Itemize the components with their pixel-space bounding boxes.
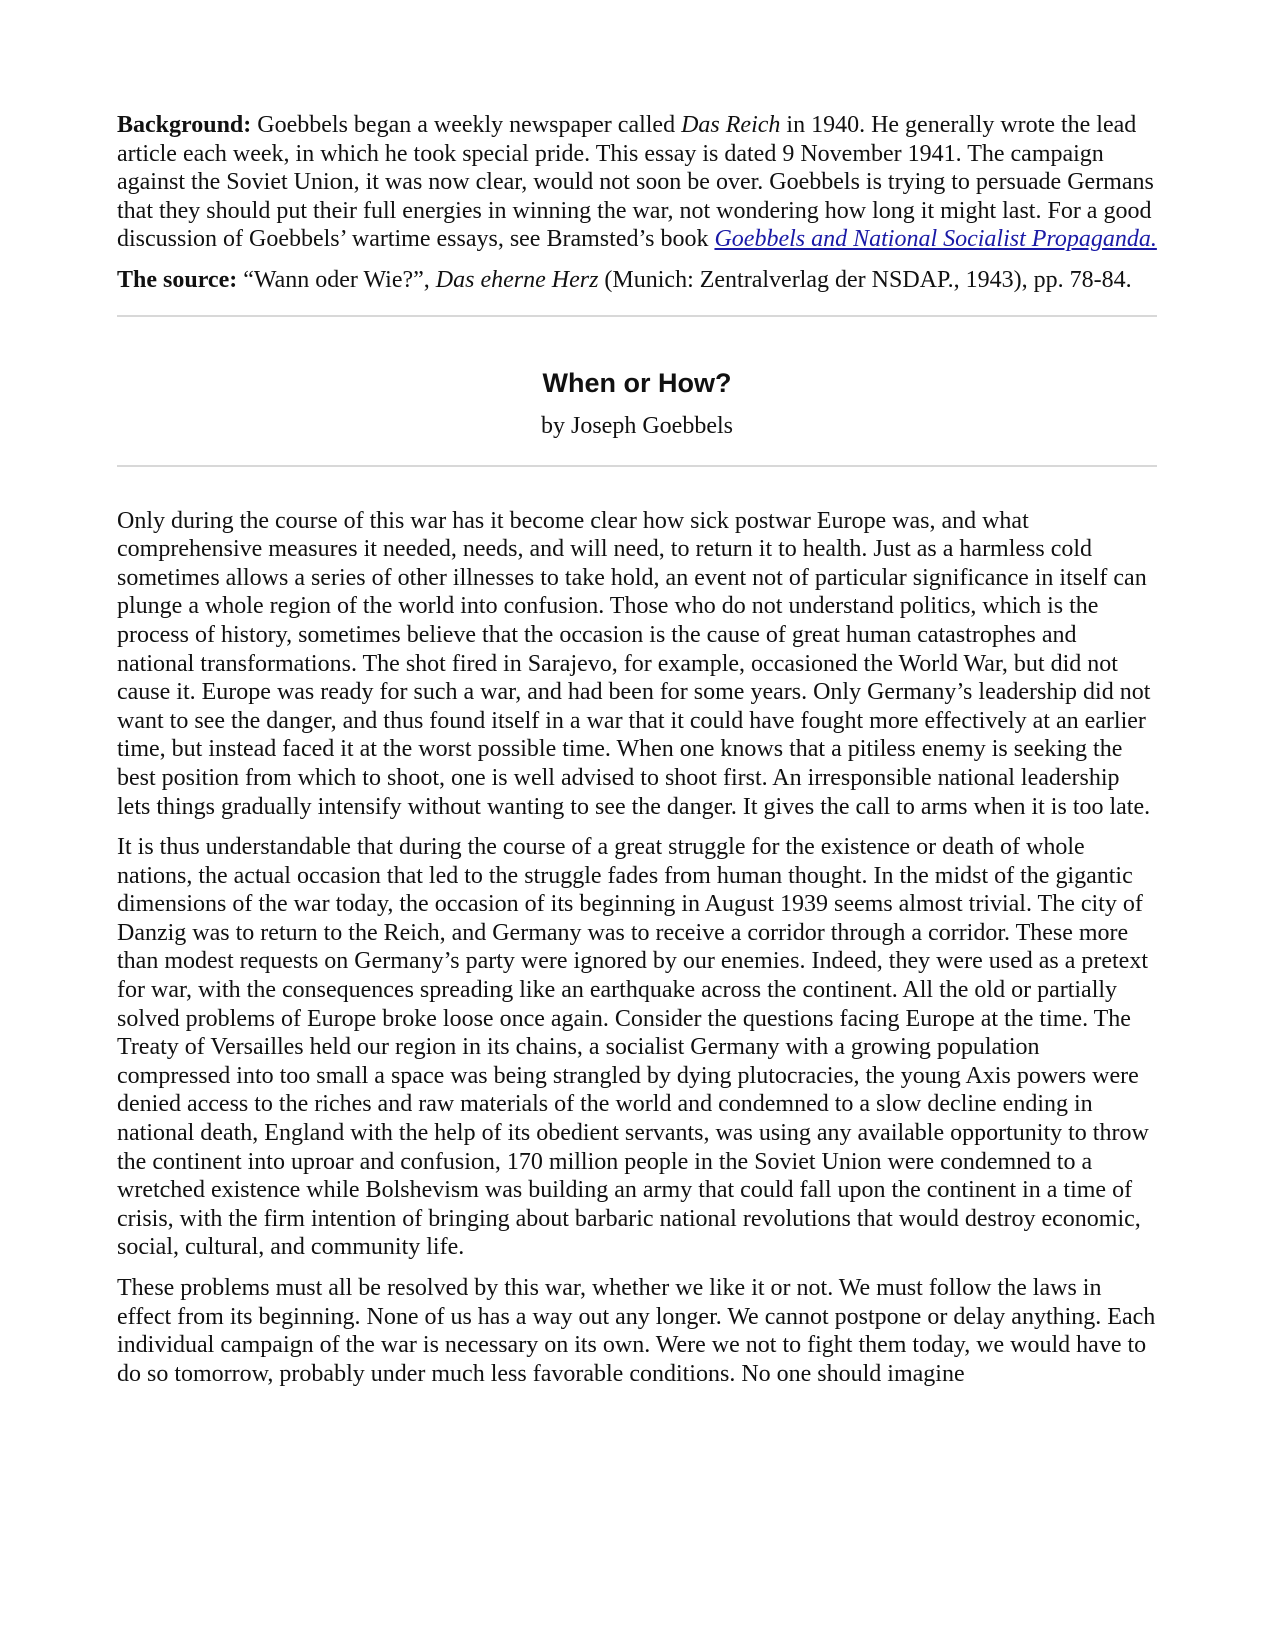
source-paragraph xyxy=(117,266,1157,295)
divider-bottom xyxy=(117,465,1157,467)
body-paragraph-1: Only during the course of this war has it become clear how sick postwar Europe was, and what comprehensive measures it needed, needs, and will need, to return it to health. Just as a harmless cold sometimes allows a series of other illnesses to take hold, an event not of particular significance in itself can plunge a whole region of the world into confusion. Those who do not understand politics, which is the process of history, sometimes believe that the occasion is the cause of great human catastrophes and national transformations. The shot fired in Sarajevo, for example, occasioned the World War, but did not cause it. Europe was ready for such a war, and had been for some years. Only Germany’s leadership did not want to see the danger, and thus found itself in a war that it could have fought more effectively at an earlier time, but instead faced it at the worst possible time. When one knows that a pitiless enemy is seeking the best position from which to shoot, one is well advised to shoot first. An irresponsible national leadership lets things gradually intensify without wanting to see the danger. It gives the call to arms when it is too late. xyxy=(117,507,1151,820)
source-book-title: Das eherne Herz xyxy=(435,266,599,293)
background-label: Background: xyxy=(117,112,252,138)
background-paragraph xyxy=(117,111,1157,254)
document-page xyxy=(117,111,1157,1400)
newspaper-title: Das Reich xyxy=(681,112,781,138)
background-text-1: Goebbels began a weekly newspaper called xyxy=(251,112,682,138)
divider-top xyxy=(117,315,1157,317)
article-title: When or How? xyxy=(542,367,732,398)
source-text-1: “Wann oder Wie?”, xyxy=(237,266,436,293)
article-body xyxy=(117,507,1157,1389)
background-text-2: in 1940. He generally wrote the lead article each week, in which he took special pride. This essay is dated 9 November 1941. The campaign against the Soviet Union, it was now clear, would not soon be over. Goebbels is trying to persuade Germans that they should put their full energies in winning the war, not wondering how long it might last. For a good discussion of Goebbels’ wartime essays, see Bramsted’s book xyxy=(117,112,1154,253)
body-paragraph-3: These problems must all be resolved by this war, whether we like it or not. We must follow the laws in effect from its beginning. None of us has a way out any longer. We cannot postpone or delay anything. Each individual campaign of the war is necessary on its own. Were we not to fight them today, we would have to do so tomorrow, probably under much less favorable conditions. No one should imagine xyxy=(117,1275,1156,1387)
source-text-2: (Munich: Zentralverlag der NSDAP., 1943), pp. 78-84. xyxy=(598,266,1132,293)
article-byline: by Joseph Goebbels xyxy=(541,412,733,439)
bramsted-book-link[interactable]: Goebbels and National Socialist Propaganda. xyxy=(714,226,1157,253)
body-paragraph-2: It is thus understandable that during the course of a great struggle for the existence or death of whole nations, the actual occasion that led to the struggle fades from human thought. In the midst of the gigantic dimensions of the war today, the occasion of its beginning in August 1939 seems almost trivial. The city of Danzig was to return to the Reich, and Germany was to receive a corridor through a corridor. These more than modest requests on Germany’s party were ignored by our enemies. Indeed, they were used as a pretext for war, with the consequences spreading like an earthquake across the continent. All the old or partially solved problems of Europe broke loose once again. Consider the questions facing Europe at the time. The Treaty of Versailles held our region in its chains, a socialist Germany with a growing population compressed into too small a space was being strangled by dying plutocracies, the young Axis powers were denied access to the riches and raw materials of the world and condemned to a slow decline ending in national death, England with the help of its obedient servants, was using any available opportunity to throw the continent into uproar and confusion, 170 million people in the Soviet Union were condemned to a wretched existence while Bolshevism was building an army that could fall upon the continent in a time of crisis, with the firm intention of bringing about barbaric national revolutions that would destroy economic, social, cultural, and community life. xyxy=(117,834,1149,1261)
source-label: The source: xyxy=(117,266,238,293)
